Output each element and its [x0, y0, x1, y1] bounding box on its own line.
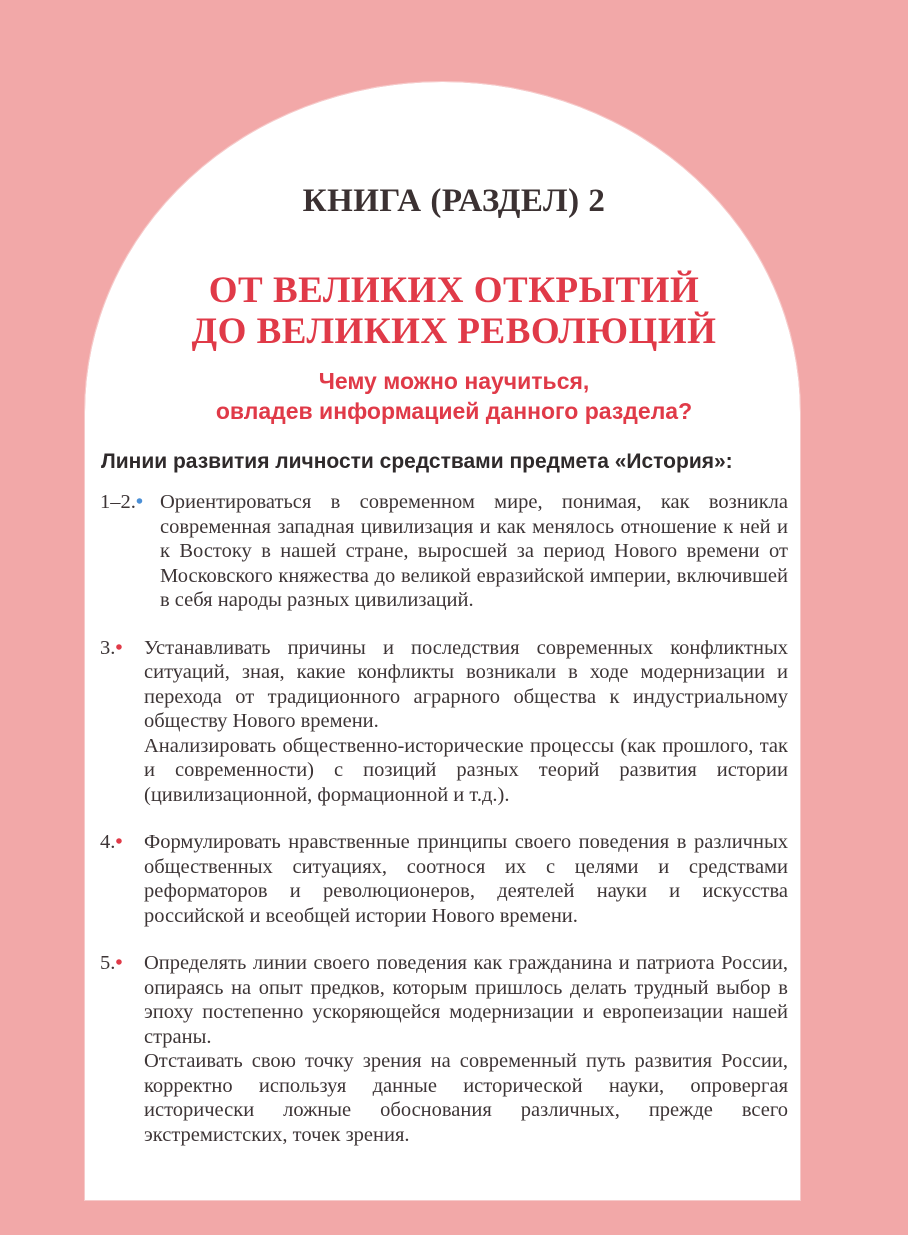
list-item-5: [100, 951, 788, 1147]
list-item-1-2: [100, 490, 788, 613]
item-paragraph: Отстаивать свою точку зрения на современный путь развития России, корректно используя данные исторической науки, опровергая исторически ложные обоснования различных, прежде всего экстремистских, точек зрения.: [144, 1050, 788, 1146]
bullet-icon: •: [115, 831, 123, 853]
development-lines-list: [100, 490, 788, 1170]
item-number: 4.•: [100, 831, 123, 853]
main-title: [0, 270, 908, 352]
bullet-icon: •: [135, 491, 144, 513]
book-label: КНИГА (РАЗДЕЛ) 2: [302, 183, 606, 219]
list-item-3: [100, 636, 788, 808]
section-heading: Линии развития личности средствами предмета «История»:: [101, 450, 733, 473]
bullet-icon: •: [115, 952, 123, 974]
item-paragraph: Анализировать общественно-исторические процессы (как прошлого, так и современности) с позиций разных теорий развития истории (цивилизационной, формационной и т.д.).: [144, 734, 788, 806]
main-title-line-2: ДО ВЕЛИКИХ РЕВОЛЮЦИЙ: [191, 311, 717, 352]
item-number: 1–2.•: [100, 491, 144, 513]
item-number: 5.•: [100, 952, 123, 974]
subtitle-line-1: Чему можно научиться,: [318, 368, 590, 394]
item-paragraph: Определять линии своего поведения как гражданина и патриота России, опираясь на опыт предков, которым пришлось делать трудный выбор в эпоху постепенно ускоряющейся модернизации и европеизации нашей страны.: [144, 952, 788, 1048]
bullet-icon: •: [115, 636, 123, 659]
subtitle: [0, 366, 908, 426]
item-paragraph: Ориентироваться в современном мире, понимая, как возникла современная западная цивилизация и как менялось отношение к ней и к Востоку в нашей стране, выросшей за период Нового времени от Московского княжества до великой евразийской империи, включившей в себя народы разных цивилизаций.: [160, 491, 788, 611]
item-number: 3.•: [100, 636, 123, 659]
main-title-line-1: ОТ ВЕЛИКИХ ОТКРЫТИЙ: [208, 270, 700, 311]
subtitle-line-2: овладев информацией данного раздела?: [215, 398, 693, 424]
item-paragraph: Устанавливать причины и последствия современных конфликтных ситуаций, зная, какие конфликты возникали в ходе модернизации и перехода от традиционного аграрного общества к индустриальному обществу Нового времени.: [144, 636, 788, 732]
item-paragraph: Формулировать нравственные принципы своего поведения в различных общественных ситуациях, соотнося их с целями и средствами реформаторов и революционеров, деятелей науки и искусства российской и всеобщей истории Нового времени.: [144, 831, 788, 927]
list-item-4: [100, 830, 788, 928]
